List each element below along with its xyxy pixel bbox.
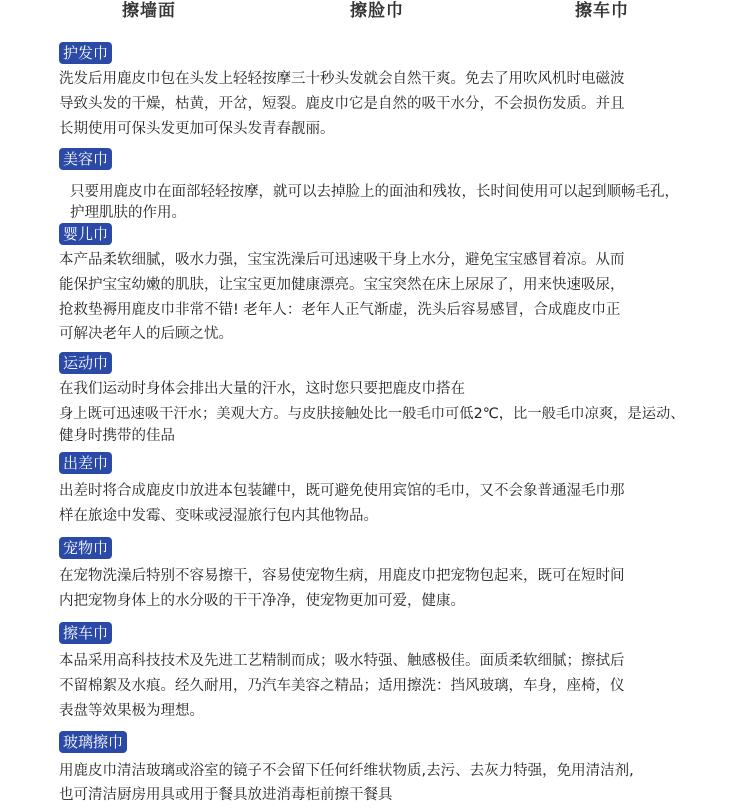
section-tag: 玻璃擦巾	[59, 731, 127, 753]
section-tag: 出差巾	[59, 452, 112, 474]
section-text-line: 本品采用高科技技术及先进工艺精制而成；吸水特强、触感极佳。面质柔软细腻；擦拭后	[59, 653, 625, 669]
section-text-line: 在宠物洗澡后特别不容易擦干，容易使宠物生病，用鹿皮巾把宠物包起来，既可在短时间	[59, 568, 625, 584]
section-text-line: 可解决老年人的后顾之忧。	[59, 326, 233, 342]
section-text-line: 洗发后用鹿皮巾包在头发上轻轻按摩三十秒头发就会自然干爽。免去了用吹风机时电磁波	[59, 71, 625, 87]
section-text-line: 在我们运动时身体会排出大量的汗水，这时您只要把鹿皮巾搭在	[59, 381, 465, 397]
section-tag: 婴儿巾	[59, 223, 112, 245]
section-text-line: 护理肌肤的作用。	[70, 205, 186, 221]
section-text-line: 出差时将合成鹿皮巾放进本包装罐中，既可避免使用宾馆的毛巾，又不会象普通湿毛巾那	[59, 483, 625, 499]
top-label-car: 擦车巾	[575, 1, 629, 21]
section-text-line: 不留棉絮及水痕。经久耐用，乃汽车美容之精品；适用擦洗：挡风玻璃，车身，座椅，仪	[59, 678, 625, 694]
section-tag: 护发巾	[59, 42, 112, 64]
section-text-line: 样在旅途中发霉、变味或浸湿旅行包内其他物品。	[59, 508, 378, 524]
section-text-line: 表盘等效果极为理想。	[59, 703, 204, 719]
section-text-line: 用鹿皮巾清洁玻璃或浴室的镜子不会留下任何纤维状物质,去污、去灰力特强，免用清洁剂,	[59, 763, 634, 779]
section-text-line: 长期使用可保头发更加可保头发青春靓丽。	[59, 121, 335, 137]
top-label-wall: 擦墙面	[122, 1, 176, 21]
top-label-face: 擦脸巾	[350, 1, 404, 21]
section-text-line: 内把宠物身体上的水分吸的干干净净，使宠物更加可爱，健康。	[59, 593, 465, 609]
section-tag: 擦车巾	[59, 622, 112, 644]
section-text-line: 本产品柔软细腻，吸水力强，宝宝洗澡后可迅速吸干身上水分，避免宝宝感冒着凉。从而	[59, 252, 625, 268]
section-text-line: 只要用鹿皮巾在面部轻轻按摩，就可以去掉脸上的面油和残妆，长时间使用可以起到顺畅毛孔，	[70, 184, 679, 200]
top-category-labels	[0, 0, 750, 21]
section-text-line: 导致头发的干燥，枯黄，开岔，短裂。鹿皮巾它是自然的吸干水分，不会损伤发质。并且	[59, 96, 625, 112]
section-text-line: 身上既可迅速吸干汗水；美观大方。与皮肤接触处比一般毛巾可低2℃，比一般毛巾凉爽，是运动、	[59, 406, 685, 422]
section-text-line: 健身时携带的佳品	[59, 428, 175, 444]
section-tag: 美容巾	[59, 148, 112, 170]
section-tag: 宠物巾	[59, 537, 112, 559]
section-tag: 运动巾	[59, 352, 112, 374]
section-text-line: 抢救垫褥用鹿皮巾非常不错! 老年人：老年人正气渐虚，洗头后容易感冒，合成鹿皮巾正	[59, 302, 621, 318]
section-text-line: 能保护宝宝幼嫩的肌肤，让宝宝更加健康漂亮。宝宝突然在床上尿尿了，用来快速吸尿，	[59, 277, 625, 293]
section-text-line: 也可清洁厨房用具或用于餐具放进消毒柜前擦干餐具	[59, 787, 393, 803]
